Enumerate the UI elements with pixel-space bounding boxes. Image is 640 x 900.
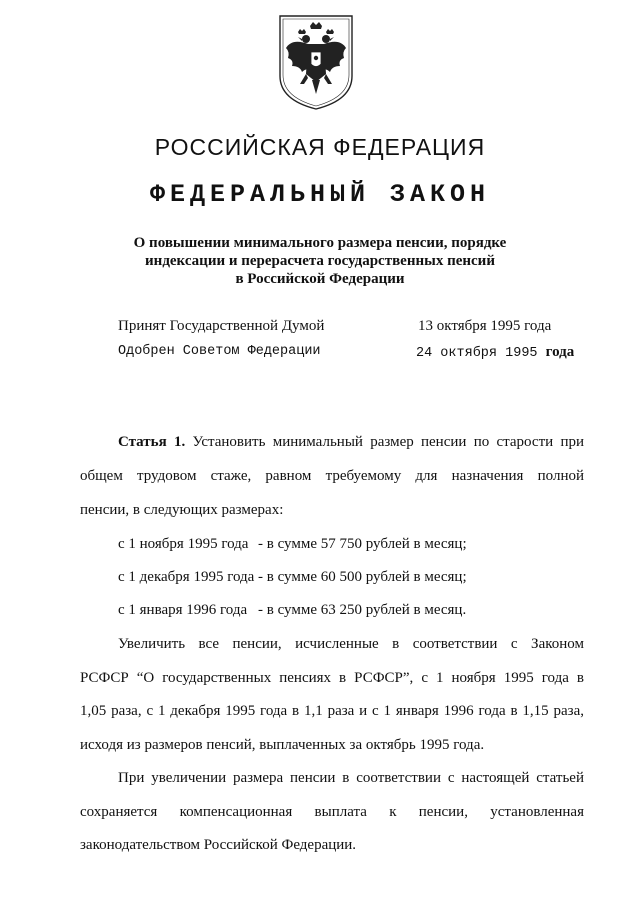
paragraph-3-line: При увеличении размера пенсии в соответствии с настоящей статьей	[118, 770, 584, 786]
schedule-amount: - в сумме 60 500 рублей в месяц;	[258, 569, 467, 585]
pension-schedule-row	[118, 569, 467, 586]
schedule-amount: - в сумме 63 250 рублей в месяц.	[258, 602, 467, 618]
paragraph-3-line: законодательством Российской Федерации.	[80, 837, 357, 853]
law-type-heading: ФЕДЕРАЛЬНЫЙ ЗАКОН	[149, 180, 491, 209]
law-title-line: в Российской Федерации	[235, 271, 405, 287]
duma-adoption-label: Принят Государственной Думой	[118, 318, 325, 334]
law-title	[110, 234, 530, 288]
council-date-prefix: 24 октября 1995	[416, 346, 538, 361]
council-approval-label: Одобрен Советом Федерации	[118, 344, 321, 359]
coat-of-arms-emblem	[276, 12, 356, 112]
paragraph-2-line: исходя из размеров пенсий, выплаченных за октябрь 1995 года.	[80, 737, 485, 753]
paragraph-2-line: 1,05 раза, с 1 декабря 1995 года в 1,1 раза и с 1 января 1996 года в 1,15 раза,	[80, 703, 584, 719]
article-1-line-1	[118, 434, 584, 451]
country-heading: РОССИЙСКАЯ ФЕДЕРАЦИЯ	[154, 134, 486, 160]
schedule-date: с 1 января 1996 года	[118, 602, 248, 618]
pension-schedule-row	[118, 602, 466, 619]
duma-adoption-date: 13 октября 1995 года	[418, 318, 552, 334]
law-title-line: О повышении минимального размера пенсии, порядке	[133, 235, 507, 251]
paragraph-2-line: Увеличить все пенсии, исчисленные в соответствии с Законом	[118, 636, 584, 652]
paragraph-2-line: РСФСР “О государственных пенсиях в РСФСР”, с 1 ноября 1995 года в	[80, 670, 584, 686]
council-approval-date	[416, 344, 574, 361]
article-1-label: Статья 1.	[118, 434, 186, 450]
paragraph-3-line: сохраняется компенсационная выплата к пенсии, установленная	[80, 804, 584, 820]
article-1-line-3: пенсии, в следующих размерах:	[80, 502, 284, 518]
law-title-line: индексации и перерасчета государственных пенсий	[145, 253, 495, 269]
article-1-text: Установить минимальный размер пенсии по старости при	[192, 434, 585, 450]
pension-schedule-row	[118, 536, 467, 553]
schedule-date: с 1 декабря 1995 года	[118, 569, 255, 585]
schedule-amount: - в сумме 57 750 рублей в месяц;	[258, 536, 467, 552]
article-1-line-2: общем трудовом стаже, равном требуемому для назначения полной	[80, 468, 584, 484]
schedule-date: с 1 ноября 1995 года	[118, 536, 249, 552]
council-date-suffix: года	[545, 344, 575, 360]
